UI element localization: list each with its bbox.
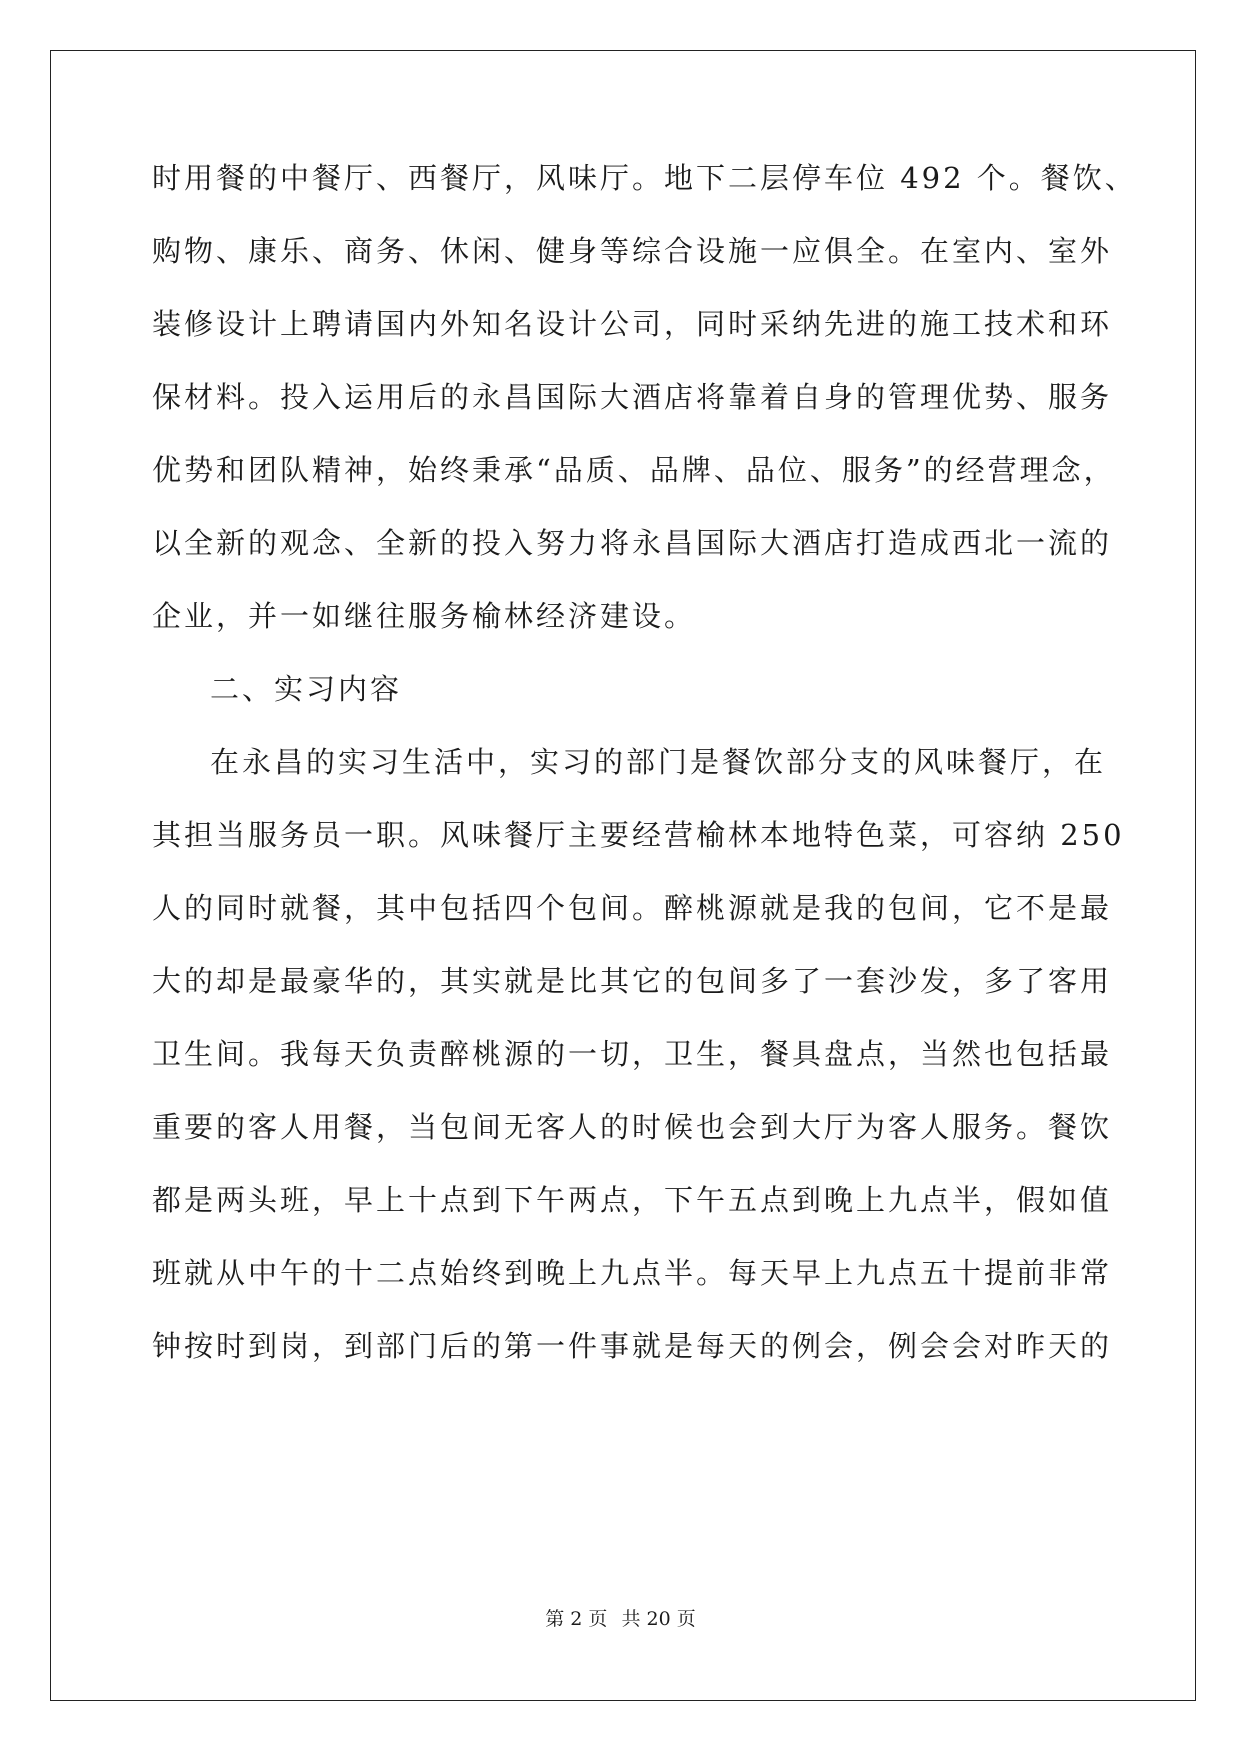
body-line: 都是两头班，早上十点到下午两点，下午五点到晚上九点半，假如值: [152, 1183, 1113, 1217]
body-line: 班就从中午的十二点始终到晚上九点半。每天早上九点五十提前非常: [152, 1256, 1113, 1290]
body-line: 大的却是最豪华的，其实就是比其它的包间多了一套沙发，多了客用: [152, 964, 1113, 998]
page-total: 共 20 页: [621, 1608, 696, 1630]
page-number: 第 2 页: [545, 1608, 608, 1630]
page-border: [50, 50, 1196, 1701]
body-line: 以全新的观念、全新的投入努力将永昌国际大酒店打造成西北一流的: [152, 526, 1113, 560]
body-line: 时用餐的中餐厅、西餐厅，风味厅。地下二层停车位 492 个。餐饮、: [152, 161, 1137, 195]
body-line: 人的同时就餐，其中包括四个包间。醉桃源就是我的包间，它不是最: [152, 891, 1113, 925]
body-line: 优势和团队精神，始终秉承“品质、品牌、品位、服务”的经营理念，: [152, 453, 1116, 487]
body-line: 保材料。投入运用后的永昌国际大酒店将靠着自身的管理优势、服务: [152, 380, 1113, 414]
body-line: 企业，并一如继往服务榆林经济建设。: [152, 599, 697, 633]
body-line: 在永昌的实习生活中，实习的部门是餐饮部分支的风味餐厅，在: [210, 745, 1107, 779]
section-heading: 二、实习内容: [210, 672, 403, 706]
body-line: 装修设计上聘请国内外知名设计公司，同时采纳先进的施工技术和环: [152, 307, 1113, 341]
body-line: 重要的客人用餐，当包间无客人的时候也会到大厅为客人服务。餐饮: [152, 1110, 1113, 1144]
body-line: 其担当服务员一职。风味餐厅主要经营榆林本地特色菜，可容纳 250: [152, 818, 1125, 852]
body-line: 卫生间。我每天负责醉桃源的一切，卫生，餐具盘点，当然也包括最: [152, 1037, 1113, 1071]
body-line: 购物、康乐、商务、休闲、健身等综合设施一应俱全。在室内、室外: [152, 234, 1113, 268]
body-line: 钟按时到岗，到部门后的第一件事就是每天的例会，例会会对昨天的: [152, 1329, 1113, 1363]
page-footer: [0, 1604, 1241, 1631]
